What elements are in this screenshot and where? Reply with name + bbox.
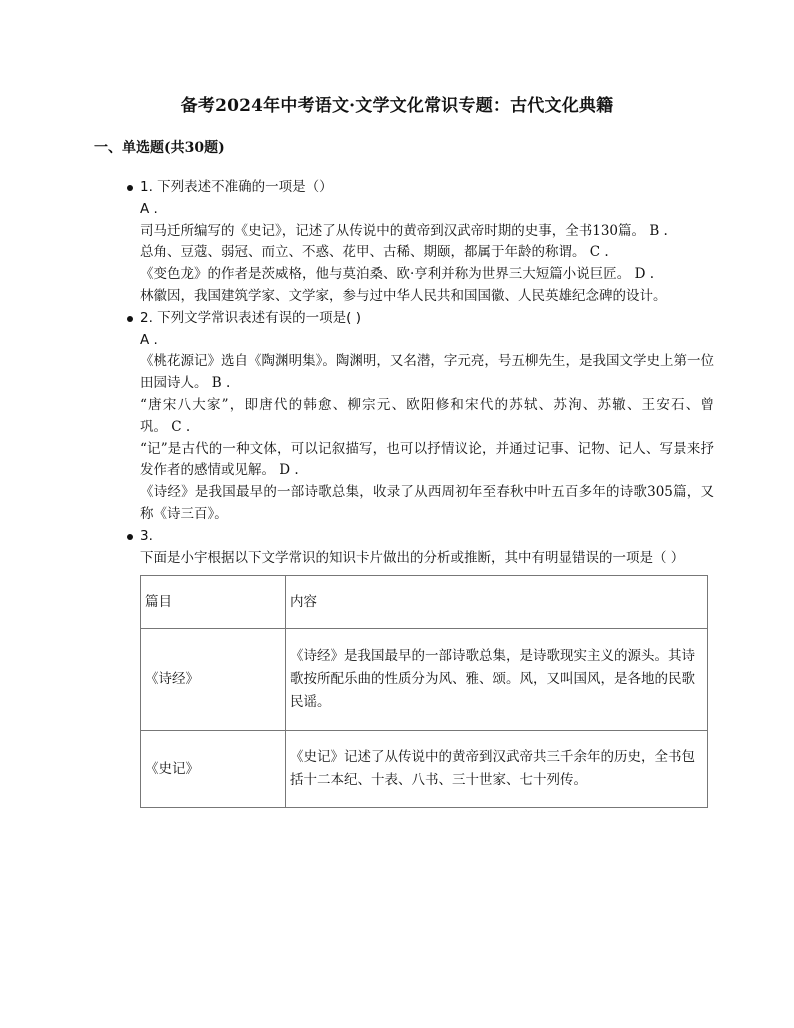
option-b-label: B . bbox=[211, 375, 231, 392]
bullet-icon bbox=[127, 185, 133, 191]
option-b-text: 总角、豆蔻、弱冠、而立、不惑、花甲、古稀、期颐，都属于年龄的称谓。 bbox=[140, 244, 586, 261]
question-stem: 下面是小宇根据以下文学常识的知识卡片做出的分析或推断，其中有明显错误的一项是（ ） bbox=[140, 549, 685, 566]
option-d-label: D . bbox=[634, 266, 654, 283]
table-row bbox=[141, 629, 708, 731]
option-text bbox=[140, 264, 714, 286]
table-cell-content: 《史记》记述了从传说中的黄帝到汉武帝共三千余年的历史，全书包括十二本纪、十表、八书、三十世家、七十列传。 bbox=[286, 731, 708, 808]
question-stem: 1. 下列表述不准确的一项是（） bbox=[140, 179, 333, 195]
bullet-icon bbox=[127, 316, 133, 322]
option-a-text: 司马迁所编写的《史记》，记述了从传说中的黄帝到汉武帝时期的史事，全书130篇。 bbox=[140, 222, 646, 239]
section-heading: 一、单选题(共30题) bbox=[94, 140, 225, 156]
question-3 bbox=[124, 526, 714, 809]
option-d-text: 林徽因，我国建筑学家、文学家，参与过中华人民共和国国徽、人民英雄纪念碑的设计。 bbox=[140, 287, 667, 304]
table-cell-title: 《史记》 bbox=[141, 731, 286, 808]
question-number: 3. bbox=[140, 527, 153, 544]
option-text bbox=[140, 395, 714, 439]
bullet-icon bbox=[127, 534, 133, 540]
option-b-text: “唐宋八大家”，即唐代的韩愈、柳宗元、欧阳修和宋代的苏轼、苏洵、苏辙、王安石、曾巩。 bbox=[140, 396, 714, 435]
table-cell-title: 《诗经》 bbox=[141, 629, 286, 731]
option-a-label: A . bbox=[140, 331, 158, 348]
option-c-label: C . bbox=[171, 418, 191, 435]
option-a-label: A . bbox=[140, 200, 158, 217]
option-text bbox=[140, 351, 714, 395]
option-d-text: 《诗经》是我国最早的一部诗歌总集，收录了从西周初年至春秋中叶五百多年的诗歌305篇，又称《诗三百》。 bbox=[140, 484, 714, 522]
table-row bbox=[141, 731, 708, 808]
question-2 bbox=[124, 308, 714, 526]
question-1 bbox=[124, 177, 714, 308]
option-c-label: C . bbox=[589, 244, 609, 261]
option-a-text: 《桃花源记》选自《陶渊明集》。陶渊明，又名潜，字元亮，号五柳先生，是我国文学史上第一位田园诗人。 bbox=[140, 353, 714, 392]
option-b-label: B . bbox=[649, 222, 668, 239]
question-list bbox=[124, 177, 714, 808]
option-c-text: “记”是古代的一种文体，可以记叙描写，也可以抒情议论，并通过记事、记物、记人、写景来抒发作者的感情或见解。 bbox=[140, 440, 714, 479]
option-text bbox=[140, 286, 714, 308]
option-text bbox=[140, 439, 714, 483]
table-header-cell: 内容 bbox=[286, 576, 708, 629]
option-d-label: D . bbox=[279, 462, 299, 479]
option-text bbox=[140, 221, 714, 243]
question-stem: 2. 下列文学常识表述有误的一项是( ) bbox=[140, 309, 361, 326]
table-header-cell: 篇目 bbox=[141, 576, 286, 629]
document-title: 备考2024年中考语文·文学文化常识专题：古代文化典籍 bbox=[180, 96, 614, 116]
option-text bbox=[140, 482, 714, 526]
table-cell-content: 《诗经》是我国最早的一部诗歌总集，是诗歌现实主义的源头。其诗歌按所配乐曲的性质分为风、雅、颂。风，又叫国风，是各地的民歌民谣。 bbox=[286, 629, 708, 731]
option-text bbox=[140, 242, 714, 264]
table-header-row bbox=[141, 576, 708, 629]
knowledge-card-table bbox=[140, 575, 708, 808]
option-c-text: 《变色龙》的作者是茨威格，他与莫泊桑、欧·亨利并称为世界三大短篇小说巨匠。 bbox=[140, 266, 631, 283]
